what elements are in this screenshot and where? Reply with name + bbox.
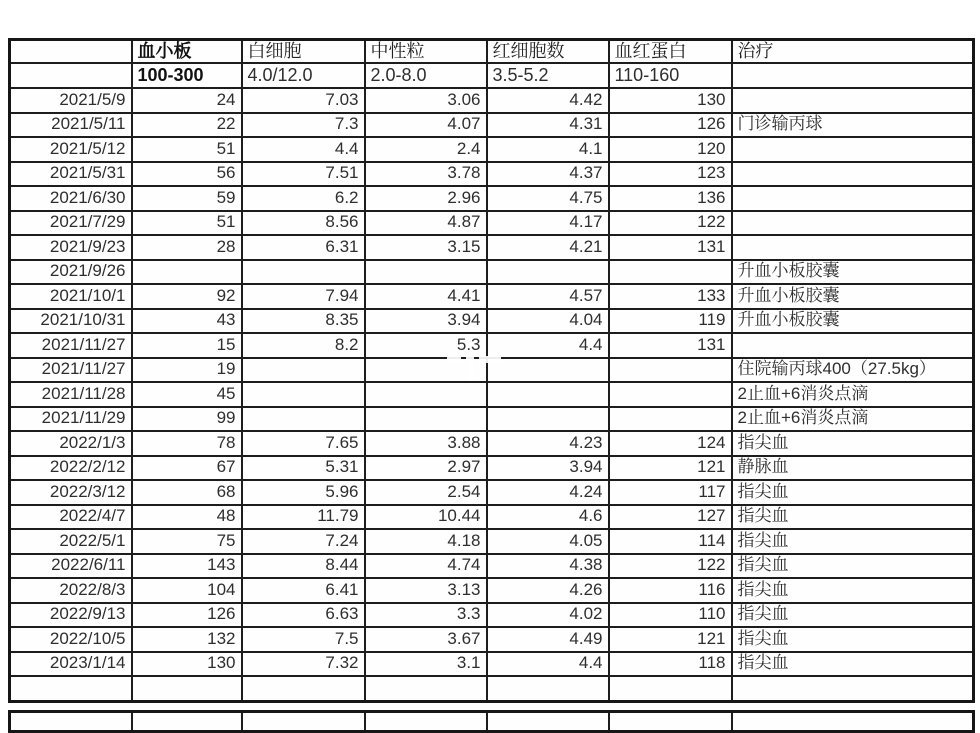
neutrophil-cell: 3.78 bbox=[365, 162, 487, 187]
hemoglobin-cell: 121 bbox=[609, 627, 732, 652]
wbc-cell bbox=[242, 382, 365, 407]
table-row bbox=[10, 137, 974, 162]
table-row bbox=[10, 407, 974, 432]
rbc-cell bbox=[487, 358, 609, 383]
rbc-cell: 4.23 bbox=[487, 431, 609, 456]
platelet-cell: 99 bbox=[132, 407, 242, 432]
date-cell: 2021/11/28 bbox=[10, 382, 132, 407]
platelet-cell: 75 bbox=[132, 529, 242, 554]
wbc-cell: 6.2 bbox=[242, 186, 365, 211]
date-cell: 2022/2/12 bbox=[10, 456, 132, 481]
date-cell: 2021/5/12 bbox=[10, 137, 132, 162]
wbc-cell: 6.31 bbox=[242, 235, 365, 260]
treatment-cell: 指尖血 bbox=[732, 554, 974, 579]
table-row bbox=[10, 529, 974, 554]
hemoglobin-cell: 122 bbox=[609, 211, 732, 236]
neutrophil-cell: 3.67 bbox=[365, 627, 487, 652]
date-cell: 2022/10/5 bbox=[10, 627, 132, 652]
treatment-cell: 2止血+6消炎点滴 bbox=[732, 407, 974, 432]
hemoglobin-cell: 121 bbox=[609, 456, 732, 481]
treatment-cell: 指尖血 bbox=[732, 480, 974, 505]
date-cell: 2021/9/23 bbox=[10, 235, 132, 260]
neutrophil-cell: 3.13 bbox=[365, 578, 487, 603]
lab-results-table-wrapper bbox=[8, 38, 972, 703]
table-row bbox=[10, 260, 974, 285]
wbc-cell: 7.32 bbox=[242, 652, 365, 677]
wbc-cell: 6.63 bbox=[242, 603, 365, 628]
treatment-cell: 指尖血 bbox=[732, 603, 974, 628]
date-cell: 2021/9/26 bbox=[10, 260, 132, 285]
wbc-cell: 7.94 bbox=[242, 284, 365, 309]
date-cell: 2022/1/3 bbox=[10, 431, 132, 456]
range-cell-rbc: 3.5-5.2 bbox=[487, 63, 609, 88]
rbc-cell bbox=[487, 260, 609, 285]
date-cell: 2021/10/31 bbox=[10, 309, 132, 334]
platelet-cell: 104 bbox=[132, 578, 242, 603]
hemoglobin-cell: 131 bbox=[609, 235, 732, 260]
lab-results-table bbox=[8, 38, 975, 703]
treatment-cell bbox=[732, 88, 974, 113]
treatment-cell: 指尖血 bbox=[732, 505, 974, 530]
platelet-cell: 92 bbox=[132, 284, 242, 309]
treatment-cell: 指尖血 bbox=[732, 652, 974, 677]
date-cell: 2023/1/14 bbox=[10, 652, 132, 677]
wbc-cell: 7.5 bbox=[242, 627, 365, 652]
treatment-cell bbox=[732, 211, 974, 236]
neutrophil-cell: 2.97 bbox=[365, 456, 487, 481]
platelet-cell: 59 bbox=[132, 186, 242, 211]
neutrophil-cell: 3.88 bbox=[365, 431, 487, 456]
hemoglobin-cell: 133 bbox=[609, 284, 732, 309]
range-cell-treatment bbox=[732, 63, 974, 88]
neutrophil-cell: 4.74 bbox=[365, 554, 487, 579]
hemoglobin-cell: 131 bbox=[609, 333, 732, 358]
rbc-cell: 4.4 bbox=[487, 333, 609, 358]
treatment-cell bbox=[732, 137, 974, 162]
treatment-cell: 升血小板胶囊 bbox=[732, 284, 974, 309]
platelet-cell: 45 bbox=[132, 382, 242, 407]
platelet-cell: 48 bbox=[132, 505, 242, 530]
table-row-partial bbox=[10, 712, 974, 732]
neutrophil-cell: 10.44 bbox=[365, 505, 487, 530]
wbc-cell: 7.03 bbox=[242, 88, 365, 113]
hemoglobin-cell bbox=[609, 260, 732, 285]
hemoglobin-cell: 119 bbox=[609, 309, 732, 334]
rbc-cell: 4.21 bbox=[487, 235, 609, 260]
hemoglobin-cell: 130 bbox=[609, 88, 732, 113]
header-cell-hemoglobin: 血红蛋白 bbox=[609, 40, 732, 64]
rbc-cell: 4.6 bbox=[487, 505, 609, 530]
neutrophil-cell bbox=[365, 358, 487, 383]
table-row bbox=[10, 235, 974, 260]
partial-bottom-row bbox=[8, 710, 975, 733]
header-cell-date bbox=[10, 40, 132, 64]
table-row bbox=[10, 284, 974, 309]
rbc-cell: 4.37 bbox=[487, 162, 609, 187]
date-cell bbox=[10, 676, 132, 701]
date-cell: 2021/10/1 bbox=[10, 284, 132, 309]
date-cell: 2021/5/9 bbox=[10, 88, 132, 113]
hemoglobin-cell bbox=[609, 676, 732, 701]
table-row bbox=[10, 456, 974, 481]
neutrophil-cell: 4.07 bbox=[365, 113, 487, 138]
wbc-cell: 7.51 bbox=[242, 162, 365, 187]
date-cell: 2022/8/3 bbox=[10, 578, 132, 603]
platelet-cell: 67 bbox=[132, 456, 242, 481]
date-cell: 2022/6/11 bbox=[10, 554, 132, 579]
wbc-cell: 5.96 bbox=[242, 480, 365, 505]
neutrophil-cell: 3.06 bbox=[365, 88, 487, 113]
neutrophil-cell: 2.96 bbox=[365, 186, 487, 211]
wbc-cell bbox=[242, 407, 365, 432]
treatment-cell: 静脉血 bbox=[732, 456, 974, 481]
table-row bbox=[10, 652, 974, 677]
platelet-cell bbox=[132, 260, 242, 285]
hemoglobin-cell: 120 bbox=[609, 137, 732, 162]
rbc-cell: 4.1 bbox=[487, 137, 609, 162]
neutrophil-cell: 4.41 bbox=[365, 284, 487, 309]
rbc-cell bbox=[487, 676, 609, 701]
neutrophil-cell: 4.87 bbox=[365, 211, 487, 236]
wbc-cell bbox=[242, 358, 365, 383]
table-row bbox=[10, 333, 974, 358]
range-cell-hemoglobin: 110-160 bbox=[609, 63, 732, 88]
wbc-cell: 8.44 bbox=[242, 554, 365, 579]
wbc-cell: 11.79 bbox=[242, 505, 365, 530]
table-row bbox=[10, 162, 974, 187]
header-cell-neutrophil: 中性粒 bbox=[365, 40, 487, 64]
neutrophil-cell bbox=[365, 407, 487, 432]
date-cell: 2021/11/29 bbox=[10, 407, 132, 432]
table-row bbox=[10, 358, 974, 383]
hemoglobin-cell: 122 bbox=[609, 554, 732, 579]
date-cell: 2022/4/7 bbox=[10, 505, 132, 530]
date-cell: 2022/5/1 bbox=[10, 529, 132, 554]
hemoglobin-cell: 118 bbox=[609, 652, 732, 677]
table-row bbox=[10, 382, 974, 407]
platelet-cell: 143 bbox=[132, 554, 242, 579]
date-cell: 2021/11/27 bbox=[10, 358, 132, 383]
table-row bbox=[10, 431, 974, 456]
platelet-cell: 51 bbox=[132, 211, 242, 236]
platelet-cell: 126 bbox=[132, 603, 242, 628]
hemoglobin-cell bbox=[609, 382, 732, 407]
date-cell: 2021/5/31 bbox=[10, 162, 132, 187]
wbc-cell: 7.65 bbox=[242, 431, 365, 456]
table-row bbox=[10, 676, 974, 701]
rbc-cell: 4.75 bbox=[487, 186, 609, 211]
date-cell: 2021/6/30 bbox=[10, 186, 132, 211]
header-row-ranges bbox=[10, 63, 974, 88]
platelet-cell: 19 bbox=[132, 358, 242, 383]
platelet-cell: 78 bbox=[132, 431, 242, 456]
range-cell-platelet: 100-300 bbox=[132, 63, 242, 88]
range-cell-wbc: 4.0/12.0 bbox=[242, 63, 365, 88]
neutrophil-cell: 3.1 bbox=[365, 652, 487, 677]
platelet-cell: 28 bbox=[132, 235, 242, 260]
platelet-cell: 51 bbox=[132, 137, 242, 162]
partial-bottom-row-wrapper bbox=[8, 710, 972, 733]
rbc-cell: 4.57 bbox=[487, 284, 609, 309]
platelet-cell: 130 bbox=[132, 652, 242, 677]
empty-cell bbox=[10, 712, 132, 732]
empty-cell bbox=[732, 712, 974, 732]
platelet-cell: 15 bbox=[132, 333, 242, 358]
table-row bbox=[10, 309, 974, 334]
neutrophil-cell: 2.4 bbox=[365, 137, 487, 162]
table-row bbox=[10, 627, 974, 652]
table-body bbox=[10, 40, 974, 702]
rbc-cell: 4.04 bbox=[487, 309, 609, 334]
rbc-cell bbox=[487, 382, 609, 407]
treatment-cell: 升血小板胶囊 bbox=[732, 260, 974, 285]
table-row bbox=[10, 578, 974, 603]
table-row bbox=[10, 603, 974, 628]
hemoglobin-cell: 124 bbox=[609, 431, 732, 456]
rbc-cell: 4.4 bbox=[487, 652, 609, 677]
rbc-cell: 4.05 bbox=[487, 529, 609, 554]
table-row bbox=[10, 186, 974, 211]
platelet-cell bbox=[132, 676, 242, 701]
wbc-cell: 6.41 bbox=[242, 578, 365, 603]
hemoglobin-cell: 117 bbox=[609, 480, 732, 505]
rbc-cell: 4.26 bbox=[487, 578, 609, 603]
neutrophil-cell bbox=[365, 260, 487, 285]
date-cell: 2022/3/12 bbox=[10, 480, 132, 505]
treatment-cell: 指尖血 bbox=[732, 578, 974, 603]
hemoglobin-cell: 114 bbox=[609, 529, 732, 554]
neutrophil-cell: 3.94 bbox=[365, 309, 487, 334]
wbc-cell: 7.3 bbox=[242, 113, 365, 138]
table-row bbox=[10, 88, 974, 113]
platelet-cell: 43 bbox=[132, 309, 242, 334]
neutrophil-cell: 3.15 bbox=[365, 235, 487, 260]
table-row bbox=[10, 480, 974, 505]
platelet-cell: 56 bbox=[132, 162, 242, 187]
rbc-cell: 4.02 bbox=[487, 603, 609, 628]
treatment-cell bbox=[732, 235, 974, 260]
empty-cell bbox=[365, 712, 487, 732]
treatment-cell: 升血小板胶囊 bbox=[732, 309, 974, 334]
empty-cell bbox=[242, 712, 365, 732]
treatment-cell: 住院输丙球400（27.5kg） bbox=[732, 358, 974, 383]
treatment-cell: 门诊输丙球 bbox=[732, 113, 974, 138]
rbc-cell: 3.94 bbox=[487, 456, 609, 481]
treatment-cell: 指尖血 bbox=[732, 627, 974, 652]
treatment-cell bbox=[732, 333, 974, 358]
rbc-cell: 4.38 bbox=[487, 554, 609, 579]
date-cell: 2021/5/11 bbox=[10, 113, 132, 138]
treatment-cell: 指尖血 bbox=[732, 431, 974, 456]
wbc-cell: 5.31 bbox=[242, 456, 365, 481]
treatment-cell bbox=[732, 676, 974, 701]
hemoglobin-cell bbox=[609, 358, 732, 383]
neutrophil-cell: 5.3 bbox=[365, 333, 487, 358]
hemoglobin-cell: 116 bbox=[609, 578, 732, 603]
hemoglobin-cell bbox=[609, 407, 732, 432]
header-row-labels bbox=[10, 40, 974, 64]
rbc-cell: 4.31 bbox=[487, 113, 609, 138]
header-cell-treatment: 治疗 bbox=[732, 40, 974, 64]
header-cell-platelet: 血小板 bbox=[132, 40, 242, 64]
range-cell-date bbox=[10, 63, 132, 88]
hemoglobin-cell: 126 bbox=[609, 113, 732, 138]
platelet-cell: 24 bbox=[132, 88, 242, 113]
header-cell-wbc: 白细胞 bbox=[242, 40, 365, 64]
wbc-cell: 4.4 bbox=[242, 137, 365, 162]
treatment-cell: 2止血+6消炎点滴 bbox=[732, 382, 974, 407]
hemoglobin-cell: 123 bbox=[609, 162, 732, 187]
empty-cell bbox=[132, 712, 242, 732]
wbc-cell: 8.35 bbox=[242, 309, 365, 334]
platelet-cell: 132 bbox=[132, 627, 242, 652]
neutrophil-cell: 2.54 bbox=[365, 480, 487, 505]
neutrophil-cell: 3.3 bbox=[365, 603, 487, 628]
neutrophil-cell bbox=[365, 382, 487, 407]
platelet-cell: 68 bbox=[132, 480, 242, 505]
empty-cell bbox=[609, 712, 732, 732]
rbc-cell: 4.42 bbox=[487, 88, 609, 113]
treatment-cell bbox=[732, 162, 974, 187]
rbc-cell bbox=[487, 407, 609, 432]
table-row bbox=[10, 505, 974, 530]
date-cell: 2022/9/13 bbox=[10, 603, 132, 628]
rbc-cell: 4.24 bbox=[487, 480, 609, 505]
rbc-cell: 4.49 bbox=[487, 627, 609, 652]
table-row bbox=[10, 554, 974, 579]
wbc-cell: 8.56 bbox=[242, 211, 365, 236]
hemoglobin-cell: 127 bbox=[609, 505, 732, 530]
wbc-cell bbox=[242, 260, 365, 285]
neutrophil-cell bbox=[365, 676, 487, 701]
treatment-cell bbox=[732, 186, 974, 211]
wbc-cell: 7.24 bbox=[242, 529, 365, 554]
header-cell-rbc: 红细胞数 bbox=[487, 40, 609, 64]
wbc-cell: 8.2 bbox=[242, 333, 365, 358]
neutrophil-cell: 4.18 bbox=[365, 529, 487, 554]
empty-cell bbox=[487, 712, 609, 732]
range-cell-neutrophil: 2.0-8.0 bbox=[365, 63, 487, 88]
treatment-cell: 指尖血 bbox=[732, 529, 974, 554]
hemoglobin-cell: 110 bbox=[609, 603, 732, 628]
date-cell: 2021/7/29 bbox=[10, 211, 132, 236]
hemoglobin-cell: 136 bbox=[609, 186, 732, 211]
platelet-cell: 22 bbox=[132, 113, 242, 138]
table-row bbox=[10, 113, 974, 138]
rbc-cell: 4.17 bbox=[487, 211, 609, 236]
table-row bbox=[10, 211, 974, 236]
wbc-cell bbox=[242, 676, 365, 701]
date-cell: 2021/11/27 bbox=[10, 333, 132, 358]
